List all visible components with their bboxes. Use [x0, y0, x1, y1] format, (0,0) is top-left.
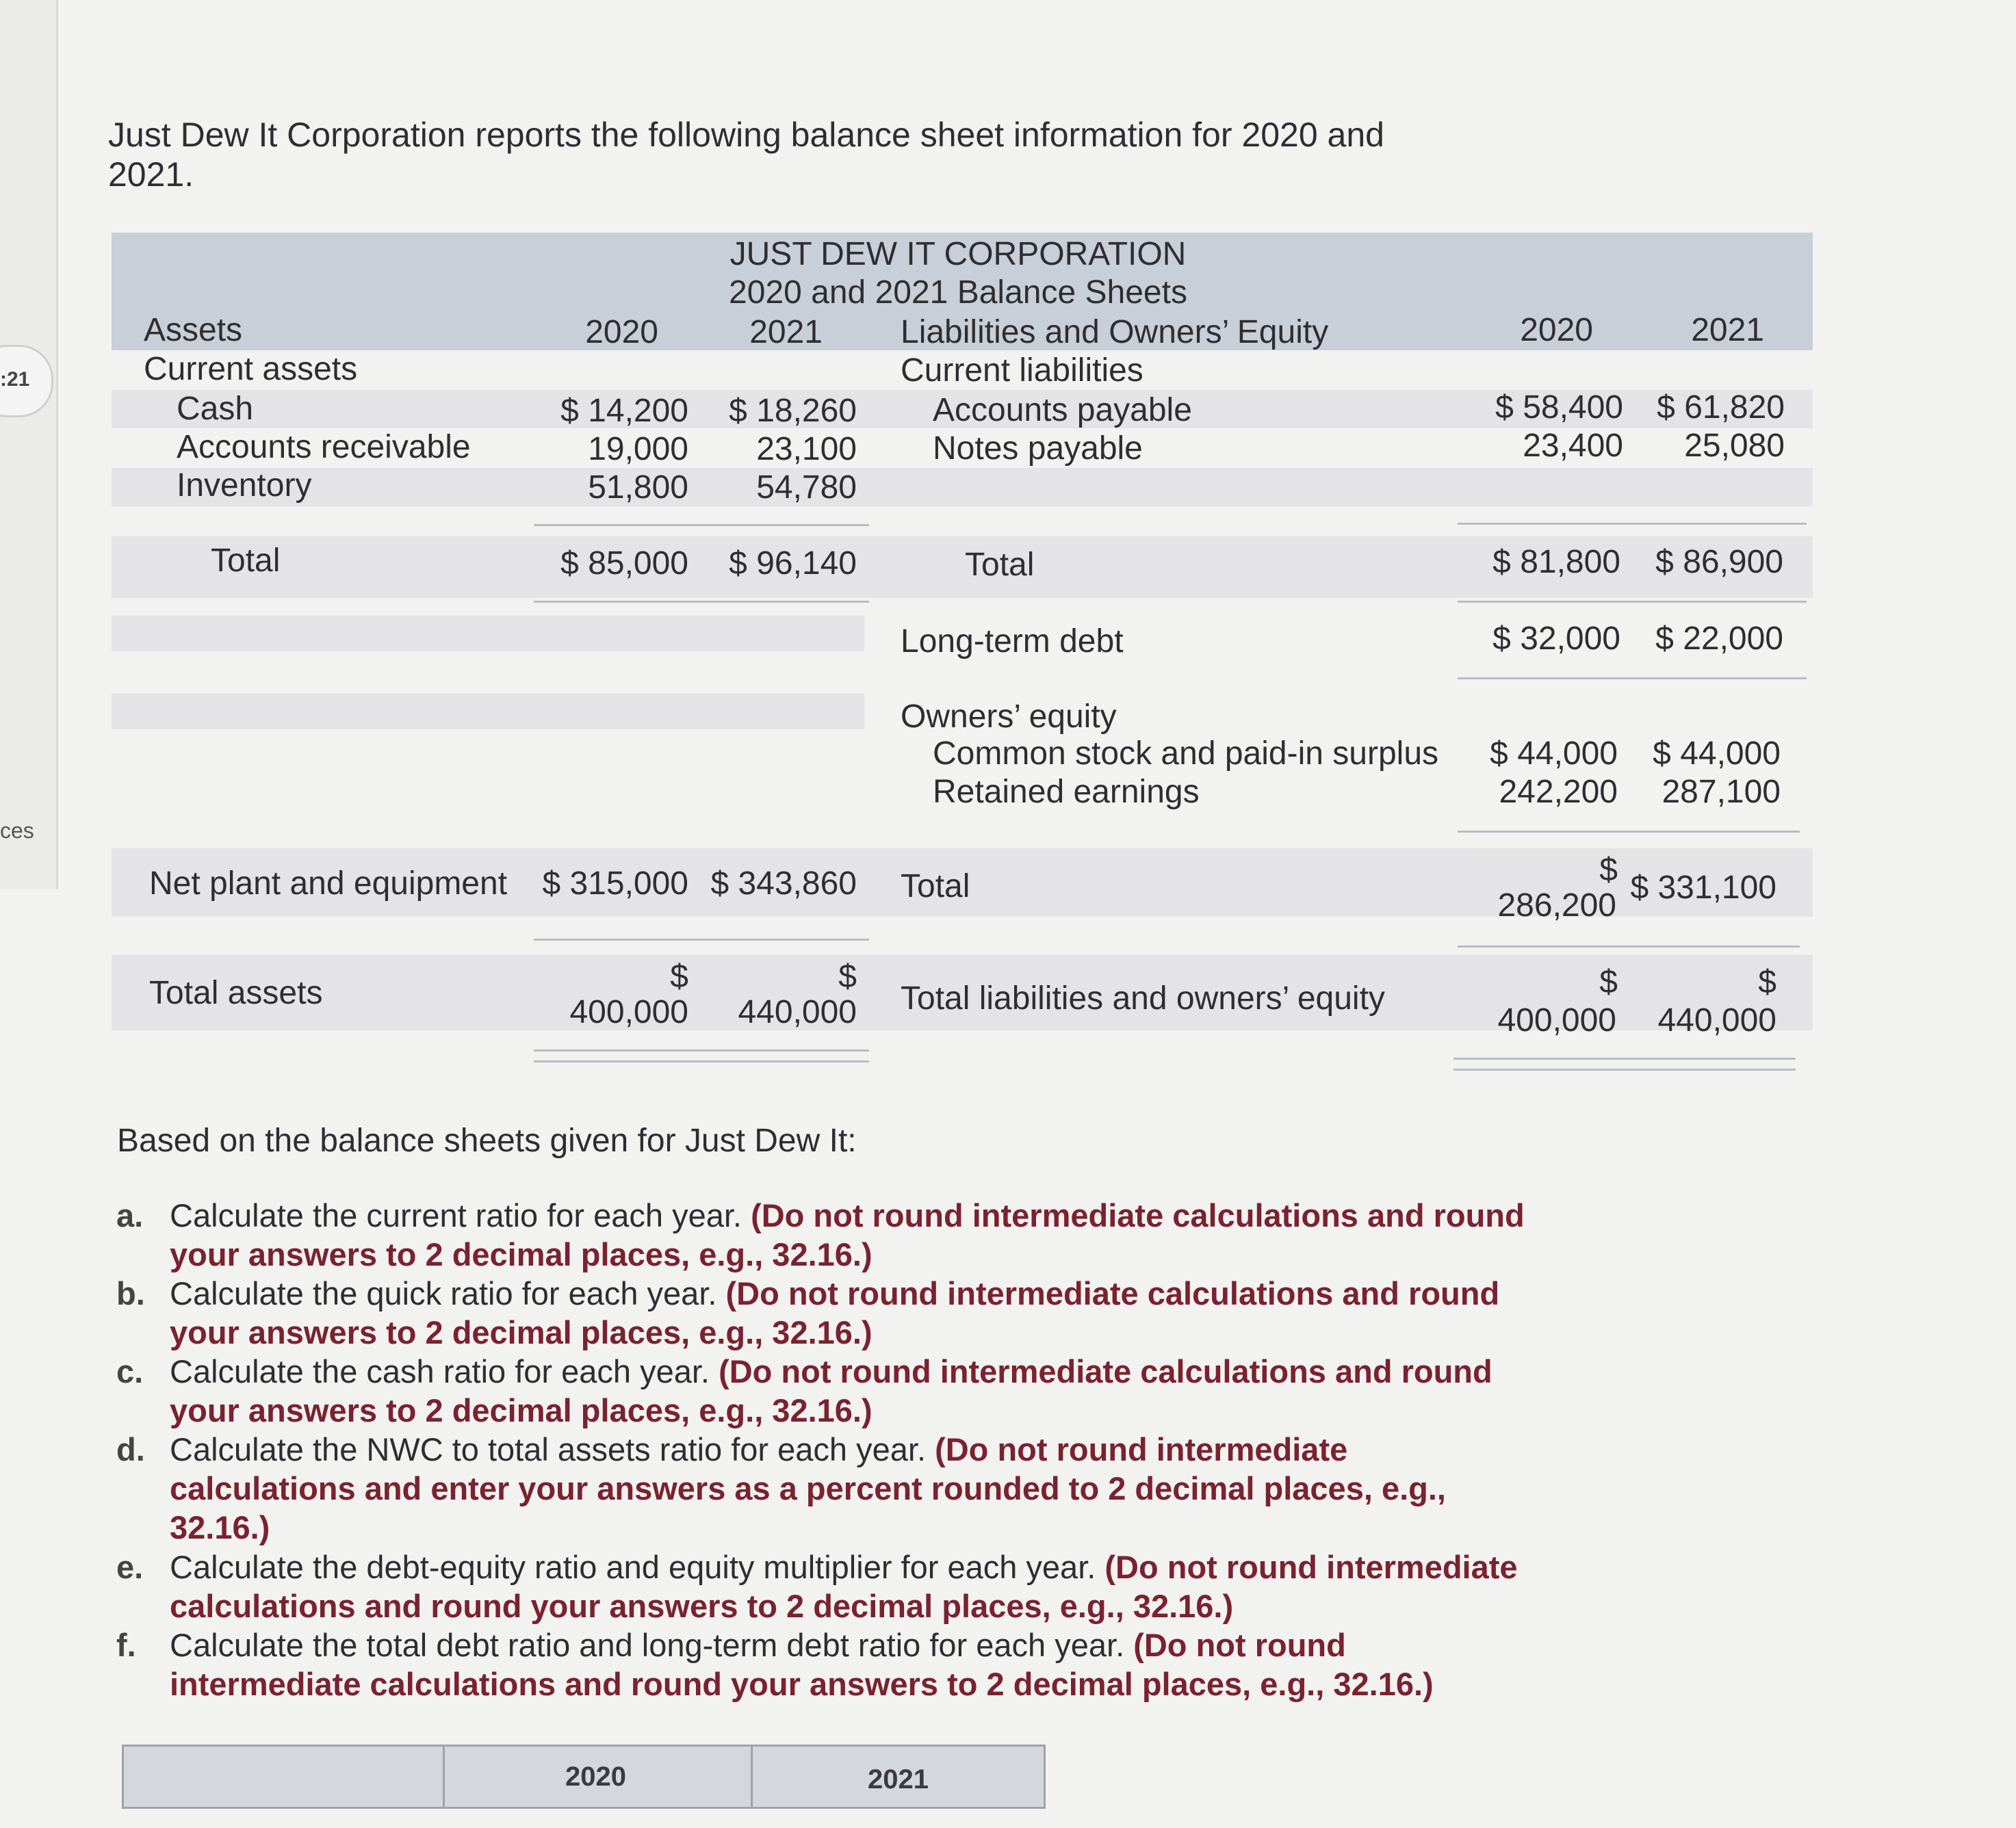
- col-2021-right: 2021: [1691, 312, 1764, 348]
- question-b: [108, 1274, 1500, 1356]
- total-assets-2021: 440,000: [738, 994, 857, 1030]
- cash-2020: $ 14,200: [560, 393, 688, 429]
- question-note: (Do not round intermediate calculations and round your answers to 2 decimal places, e.g., 32.16.): [170, 1275, 1500, 1350]
- question-note: (Do not round intermediate calculations and round your answers to 2 decimal places, e.g., 32.16.): [170, 1627, 1434, 1702]
- total-rule: [1458, 677, 1807, 679]
- np-2021: 25,080: [1684, 428, 1785, 464]
- total-le-label: Total liabilities and owners’ equity: [901, 980, 1385, 1017]
- problem-intro: Just Dew It Corporation reports the following balance sheet information for 2020 and 2021.: [108, 116, 1384, 194]
- oe-total-2020-symbol: $: [1599, 852, 1618, 888]
- total-rule: [1458, 945, 1800, 948]
- question-body: Calculate the debt-equity ratio and equity multiplier for each year.: [170, 1549, 1096, 1585]
- sheet-subtitle: 2020 and 2021 Balance Sheets: [729, 274, 1187, 311]
- inventory-2021: 54,780: [756, 469, 857, 506]
- receivables-label: Accounts receivable: [177, 429, 471, 465]
- question-text: [170, 1430, 1532, 1547]
- common-stock-2020: $ 44,000: [1490, 735, 1618, 772]
- timer-text: :21: [0, 368, 30, 391]
- retained-earnings-2021: 287,100: [1662, 774, 1781, 810]
- total-assets-2021-symbol: $: [838, 958, 857, 995]
- ap-label: Accounts payable: [933, 392, 1192, 428]
- retained-earnings-2020: 242,200: [1499, 774, 1618, 810]
- question-body: Calculate the current ratio for each year.: [170, 1197, 742, 1233]
- subtotal-rule: [534, 524, 869, 526]
- total-rule: [534, 601, 869, 603]
- question-body: Calculate the total debt ratio and long-term debt ratio for each year.: [170, 1627, 1125, 1663]
- answer-col-2020: [443, 1747, 753, 1807]
- answer-table-header: [122, 1745, 1046, 1809]
- total-assets-2020-symbol: $: [670, 958, 688, 995]
- retained-earnings-label: Retained earnings: [933, 774, 1200, 810]
- np-2020: 23,400: [1523, 428, 1623, 464]
- total-le-2021: 440,000: [1657, 1002, 1776, 1039]
- question-d: [108, 1430, 1477, 1546]
- oe-total-2021: $ 331,100: [1630, 870, 1776, 906]
- cl-total-2020: $ 81,800: [1492, 544, 1620, 580]
- liabilities-header: Liabilities and Owners’ Equity: [901, 314, 1329, 350]
- question-text: [170, 1352, 1532, 1430]
- question-text: [170, 1548, 1532, 1625]
- current-liab-label: Current liabilities: [901, 352, 1143, 389]
- question-letter: d.: [116, 1431, 145, 1467]
- assets-header: Assets: [144, 312, 243, 348]
- subtotal-rule: [1458, 831, 1800, 833]
- inventory-2020: 51,800: [588, 469, 688, 506]
- npe-2020: $ 315,000: [542, 865, 688, 902]
- receivables-2020: 19,000: [588, 431, 688, 467]
- col-2020-right: 2020: [1520, 312, 1593, 348]
- col-2021-left: 2021: [749, 314, 823, 350]
- total-le-2021-symbol: $: [1758, 964, 1776, 1000]
- row-stripe: [112, 616, 864, 651]
- np-label: Notes payable: [933, 430, 1143, 467]
- ca-total-2020: $ 85,000: [560, 545, 688, 582]
- total-le-2020: 400,000: [1497, 1002, 1616, 1039]
- row-stripe: [112, 468, 1813, 506]
- questions-intro: Based on the balance sheets given for Just Dew It:: [117, 1123, 857, 1159]
- subtotal-rule: [1458, 523, 1807, 525]
- npe-2021: $ 343,860: [710, 865, 857, 902]
- question-body: Calculate the NWC to total assets ratio for each year.: [170, 1431, 927, 1467]
- row-stripe: [112, 694, 864, 729]
- cl-total-label: Total: [965, 547, 1035, 583]
- question-letter: e.: [116, 1549, 144, 1585]
- question-a: [108, 1196, 1525, 1278]
- oe-total-2020: 286,200: [1497, 887, 1616, 924]
- question-letter: a.: [116, 1197, 144, 1233]
- question-letter: b.: [116, 1275, 145, 1311]
- oe-label: Owners’ equity: [901, 698, 1117, 735]
- npe-label: Net plant and equipment: [149, 865, 508, 902]
- question-text: [170, 1274, 1532, 1352]
- answer-col-2020-label: 2020: [565, 1762, 626, 1792]
- total-assets-2020: 400,000: [569, 994, 688, 1030]
- col-2020-left: 2020: [585, 314, 658, 350]
- answer-col-2021-label: 2021: [868, 1764, 929, 1794]
- total-le-2020-symbol: $: [1599, 964, 1618, 1000]
- answer-col-2021: [751, 1747, 1046, 1807]
- total-rule: [1458, 601, 1807, 603]
- sidebar-label[interactable]: ces: [0, 818, 34, 843]
- common-stock-2021: $ 44,000: [1653, 735, 1781, 772]
- double-rule: [1453, 1058, 1796, 1071]
- cash-label: Cash: [177, 391, 254, 427]
- question-note: (Do not round intermediate calculations and enter your answers as a percent rounded to 2 decimal places, e.g., 32.16.): [170, 1431, 1446, 1545]
- question-text: [170, 1625, 1532, 1703]
- inventory-label: Inventory: [177, 467, 312, 504]
- ltd-2020: $ 32,000: [1492, 621, 1620, 657]
- question-note: (Do not round intermediate calculations and round your answers to 2 decimal places, e.g., 32.16.): [170, 1549, 1518, 1624]
- common-stock-label: Common stock and paid-in surplus: [933, 735, 1439, 772]
- sidebar-edge: [0, 0, 58, 889]
- ap-2020: $ 58,400: [1495, 389, 1623, 426]
- question-letter: f.: [116, 1627, 136, 1663]
- question-letter: c.: [116, 1353, 144, 1389]
- question-text: [170, 1196, 1532, 1274]
- ca-total-label: Total: [211, 543, 281, 579]
- receivables-2021: 23,100: [756, 431, 857, 467]
- cl-total-2021: $ 86,900: [1655, 544, 1783, 580]
- sheet-title: JUST DEW IT CORPORATION: [729, 236, 1187, 272]
- total-rule: [534, 939, 869, 941]
- question-f: [108, 1625, 1477, 1708]
- cash-2021: $ 18,260: [729, 393, 857, 429]
- total-assets-label: Total assets: [149, 975, 323, 1011]
- question-c: [108, 1352, 1492, 1434]
- ap-2021: $ 61,820: [1657, 389, 1785, 426]
- question-e: [108, 1548, 1518, 1630]
- question-note: (Do not round intermediate calculations and round your answers to 2 decimal places, e.g., 32.16.): [170, 1353, 1492, 1428]
- double-rule: [534, 1049, 869, 1062]
- question-body: Calculate the quick ratio for each year.: [170, 1275, 717, 1311]
- ltd-2021: $ 22,000: [1655, 621, 1783, 657]
- ltd-label: Long-term debt: [901, 623, 1124, 660]
- question-note: (Do not round intermediate calculations and round your answers to 2 decimal places, e.g., 32.16.): [170, 1197, 1525, 1272]
- ca-total-2021: $ 96,140: [729, 545, 857, 582]
- question-body: Calculate the cash ratio for each year.: [170, 1353, 710, 1389]
- current-assets-label: Current assets: [144, 351, 358, 387]
- oe-total-label: Total: [901, 868, 970, 904]
